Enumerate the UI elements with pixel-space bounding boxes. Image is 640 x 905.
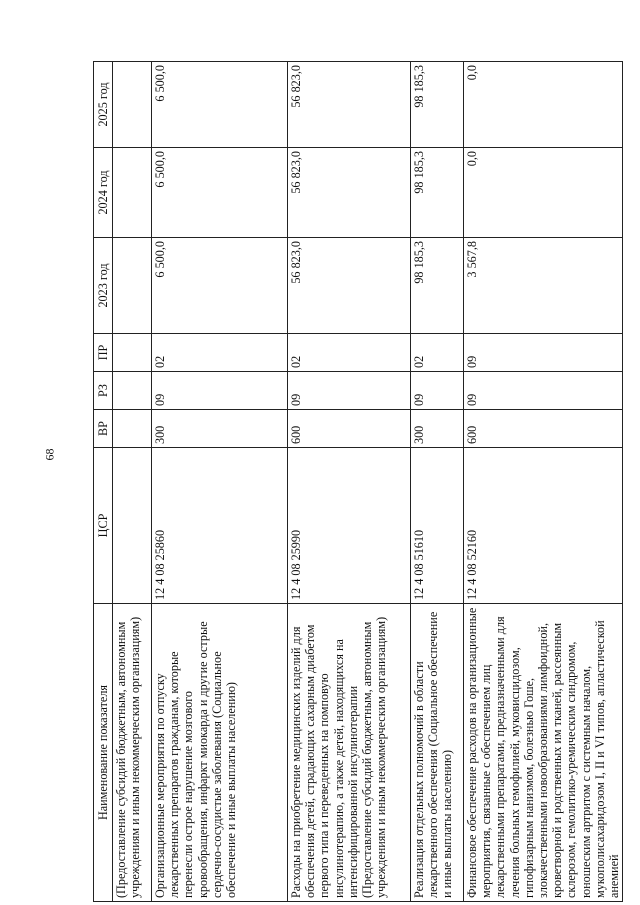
cell-name: (Предоставление субсидий бюджетным, автономным учреждениям и иным некоммерческим организациям) — [113, 604, 152, 902]
table-row — [288, 62, 411, 902]
header-pr: ПР — [94, 334, 113, 372]
cell-2025: 98 185,3 — [411, 62, 464, 148]
cell-pr — [113, 334, 152, 372]
cell-vr: 300 — [152, 410, 288, 448]
table-row — [464, 62, 623, 902]
cell-2024: 6 500,0 — [152, 148, 288, 238]
header-vr: ВР — [94, 410, 113, 448]
cell-2024: 98 185,3 — [411, 148, 464, 238]
cell-rz: 09 — [464, 372, 623, 410]
cell-2024: 56 823,0 — [288, 148, 411, 238]
header-csr: ЦСР — [94, 448, 113, 604]
cell-csr — [113, 448, 152, 604]
page-number: 68 — [42, 448, 57, 461]
cell-pr: 02 — [411, 334, 464, 372]
cell-2025: 0,0 — [464, 62, 623, 148]
cell-2023: 56 823,0 — [288, 238, 411, 334]
table-row — [113, 62, 152, 902]
table-row — [411, 62, 464, 902]
cell-vr: 600 — [464, 410, 623, 448]
cell-2024: 0,0 — [464, 148, 623, 238]
cell-rz: 09 — [411, 372, 464, 410]
cell-2023: 6 500,0 — [152, 238, 288, 334]
header-name: Наименование показателя — [94, 604, 113, 902]
cell-name: Организационные мероприятия по отпуску лекарственных препаратов гражданам, которые перенесли острое нарушение мозгового кровообращения, инфаркт миокарда и другие острые сердечно-сосудистые заболевания (Социальное обеспечение и иные выплаты населению) — [152, 604, 288, 902]
cell-name: Финансовое обеспечение расходов на организационные мероприятия, связанные с обеспечением лиц лекарственными препаратами, предназначенными для лечения больных гемофилией, муковисцидозом, гипофизарным нанизмом, болезнью Гоше, злокачественными новообразованиями лимфоидной, кроветворной и родственных им тканей, рассеянным склерозом, гемолитико-уремическим синдромом, юношеским артритом с системным началом, мукополисахаридозом I, II и VI типов, апластической анемией — [464, 604, 623, 902]
cell-vr: 300 — [411, 410, 464, 448]
rotated-page-content — [93, 62, 622, 902]
cell-2023 — [113, 238, 152, 334]
cell-name: Реализация отдельных полномочий в области лекарственного обеспечения (Социальное обеспечение и иные выплаты населению) — [411, 604, 464, 902]
table-row — [152, 62, 288, 902]
cell-vr: 600 — [288, 410, 411, 448]
cell-csr: 12 4 08 51610 — [411, 448, 464, 604]
cell-2025 — [113, 62, 152, 148]
header-2024: 2024 год — [94, 148, 113, 238]
cell-csr: 12 4 08 25990 — [288, 448, 411, 604]
header-2025: 2025 год — [94, 62, 113, 148]
cell-2023: 98 185,3 — [411, 238, 464, 334]
cell-rz — [113, 372, 152, 410]
cell-2024 — [113, 148, 152, 238]
cell-2023: 3 567,8 — [464, 238, 623, 334]
cell-rz: 09 — [152, 372, 288, 410]
cell-csr: 12 4 08 25860 — [152, 448, 288, 604]
table-header-row — [94, 62, 113, 902]
cell-vr — [113, 410, 152, 448]
cell-pr: 02 — [152, 334, 288, 372]
cell-name: Расходы на приобретение медицинских изделий для обеспечения детей, страдающих сахарным диабетом первого типа и переведенных на помповую инсулинотерапию, а также детей, находящихся на интенсифицированной инсулинотерапии (Предоставление субсидий бюджетным, автономным учреждениям и иным некоммерческим организациям) — [288, 604, 411, 902]
header-2023: 2023 год — [94, 238, 113, 334]
cell-rz: 09 — [288, 372, 411, 410]
budget-table — [93, 61, 623, 902]
cell-2025: 6 500,0 — [152, 62, 288, 148]
cell-2025: 56 823,0 — [288, 62, 411, 148]
cell-pr: 02 — [288, 334, 411, 372]
cell-pr: 09 — [464, 334, 623, 372]
header-rz: РЗ — [94, 372, 113, 410]
cell-csr: 12 4 08 52160 — [464, 448, 623, 604]
